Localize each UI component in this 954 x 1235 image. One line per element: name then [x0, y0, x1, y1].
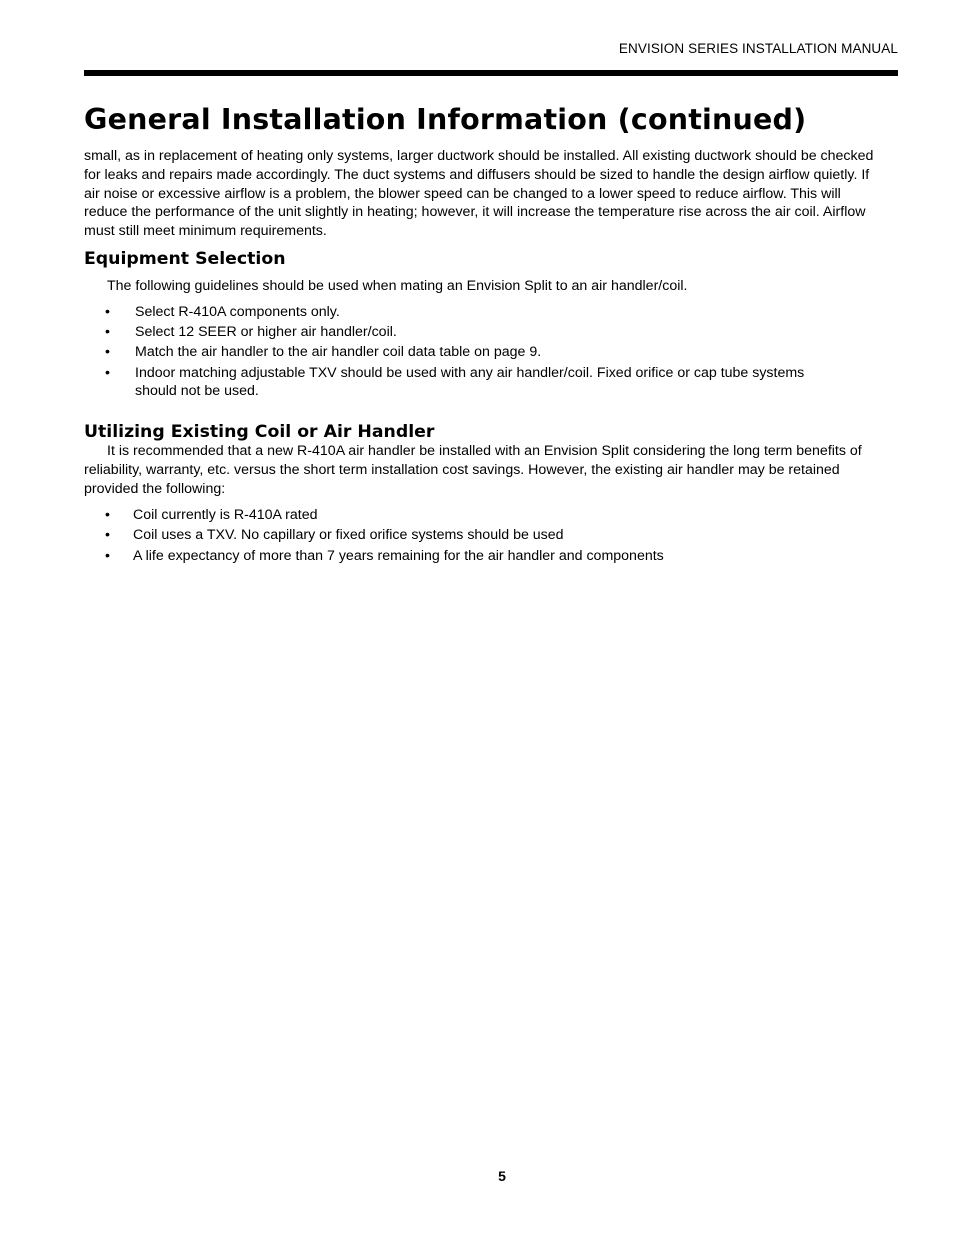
header-rule	[84, 70, 898, 76]
bullet-marker: •	[105, 547, 110, 564]
intro-paragraph: small, as in replacement of heating only systems, larger ductwork should be installed. All existing ductwork should be checked for leaks and repairs made accordingly. The duct systems and diffusers should be sized to handle the design airflow quietly. If air noise or excessive airflow is a problem, the blower speed can be changed to a lower speed to reduce airflow. This will reduce the performance of the unit slightly in heating; however, it will increase the temperature rise across the air coil. Airflow must still meet minimum requirements.	[84, 148, 874, 240]
list-item-text: Match the air handler to the air handler coil data table on page 9.	[135, 344, 542, 361]
list-item-text: A life expectancy of more than 7 years remaining for the air handler and components	[133, 547, 664, 564]
bullet-marker: •	[105, 527, 110, 544]
page-number: 5	[498, 1168, 506, 1184]
list-item-text: Coil uses a TXV. No capillary or fixed orifice systems should be used	[133, 527, 564, 544]
list-item-text: Select 12 SEER or higher air handler/coil.	[135, 324, 397, 341]
page-title: General Installation Information (continued)	[84, 103, 807, 136]
equipment-selection-lead: The following guidelines should be used when mating an Envision Split to an air handler/coil.	[107, 278, 688, 294]
list-item	[105, 303, 845, 322]
equipment-selection-heading: Equipment Selection	[84, 249, 286, 269]
list-item-text: Select R-410A components only.	[135, 304, 340, 320]
bullet-marker: •	[105, 304, 110, 320]
list-item-text: Coil currently is R-410A rated	[133, 507, 318, 523]
list-item-text: Indoor matching adjustable TXV should be used with any air handler/coil. Fixed orifice or cap tube systems should not be used.	[135, 364, 805, 400]
running-header: ENVISION SERIES INSTALLATION MANUAL	[618, 41, 898, 56]
bullet-marker: •	[105, 507, 110, 523]
list-item	[105, 364, 845, 402]
bullet-marker: •	[105, 324, 110, 341]
bullet-marker: •	[105, 364, 110, 381]
list-item	[105, 526, 845, 545]
existing-coil-heading: Utilizing Existing Coil or Air Handler	[84, 422, 435, 442]
equipment-selection-list	[105, 303, 845, 403]
list-item	[105, 323, 845, 342]
list-item	[105, 343, 845, 362]
bullet-marker: •	[105, 344, 110, 361]
existing-coil-paragraph: It is recommended that a new R-410A air handler be installed with an Envision Split considering the long term benefits of reliability, warranty, etc. versus the short term installation cost savings. However, the existing air handler may be retained provided the following:	[84, 443, 862, 497]
existing-coil-list	[105, 506, 845, 567]
list-item	[105, 547, 845, 566]
list-item	[105, 506, 845, 525]
